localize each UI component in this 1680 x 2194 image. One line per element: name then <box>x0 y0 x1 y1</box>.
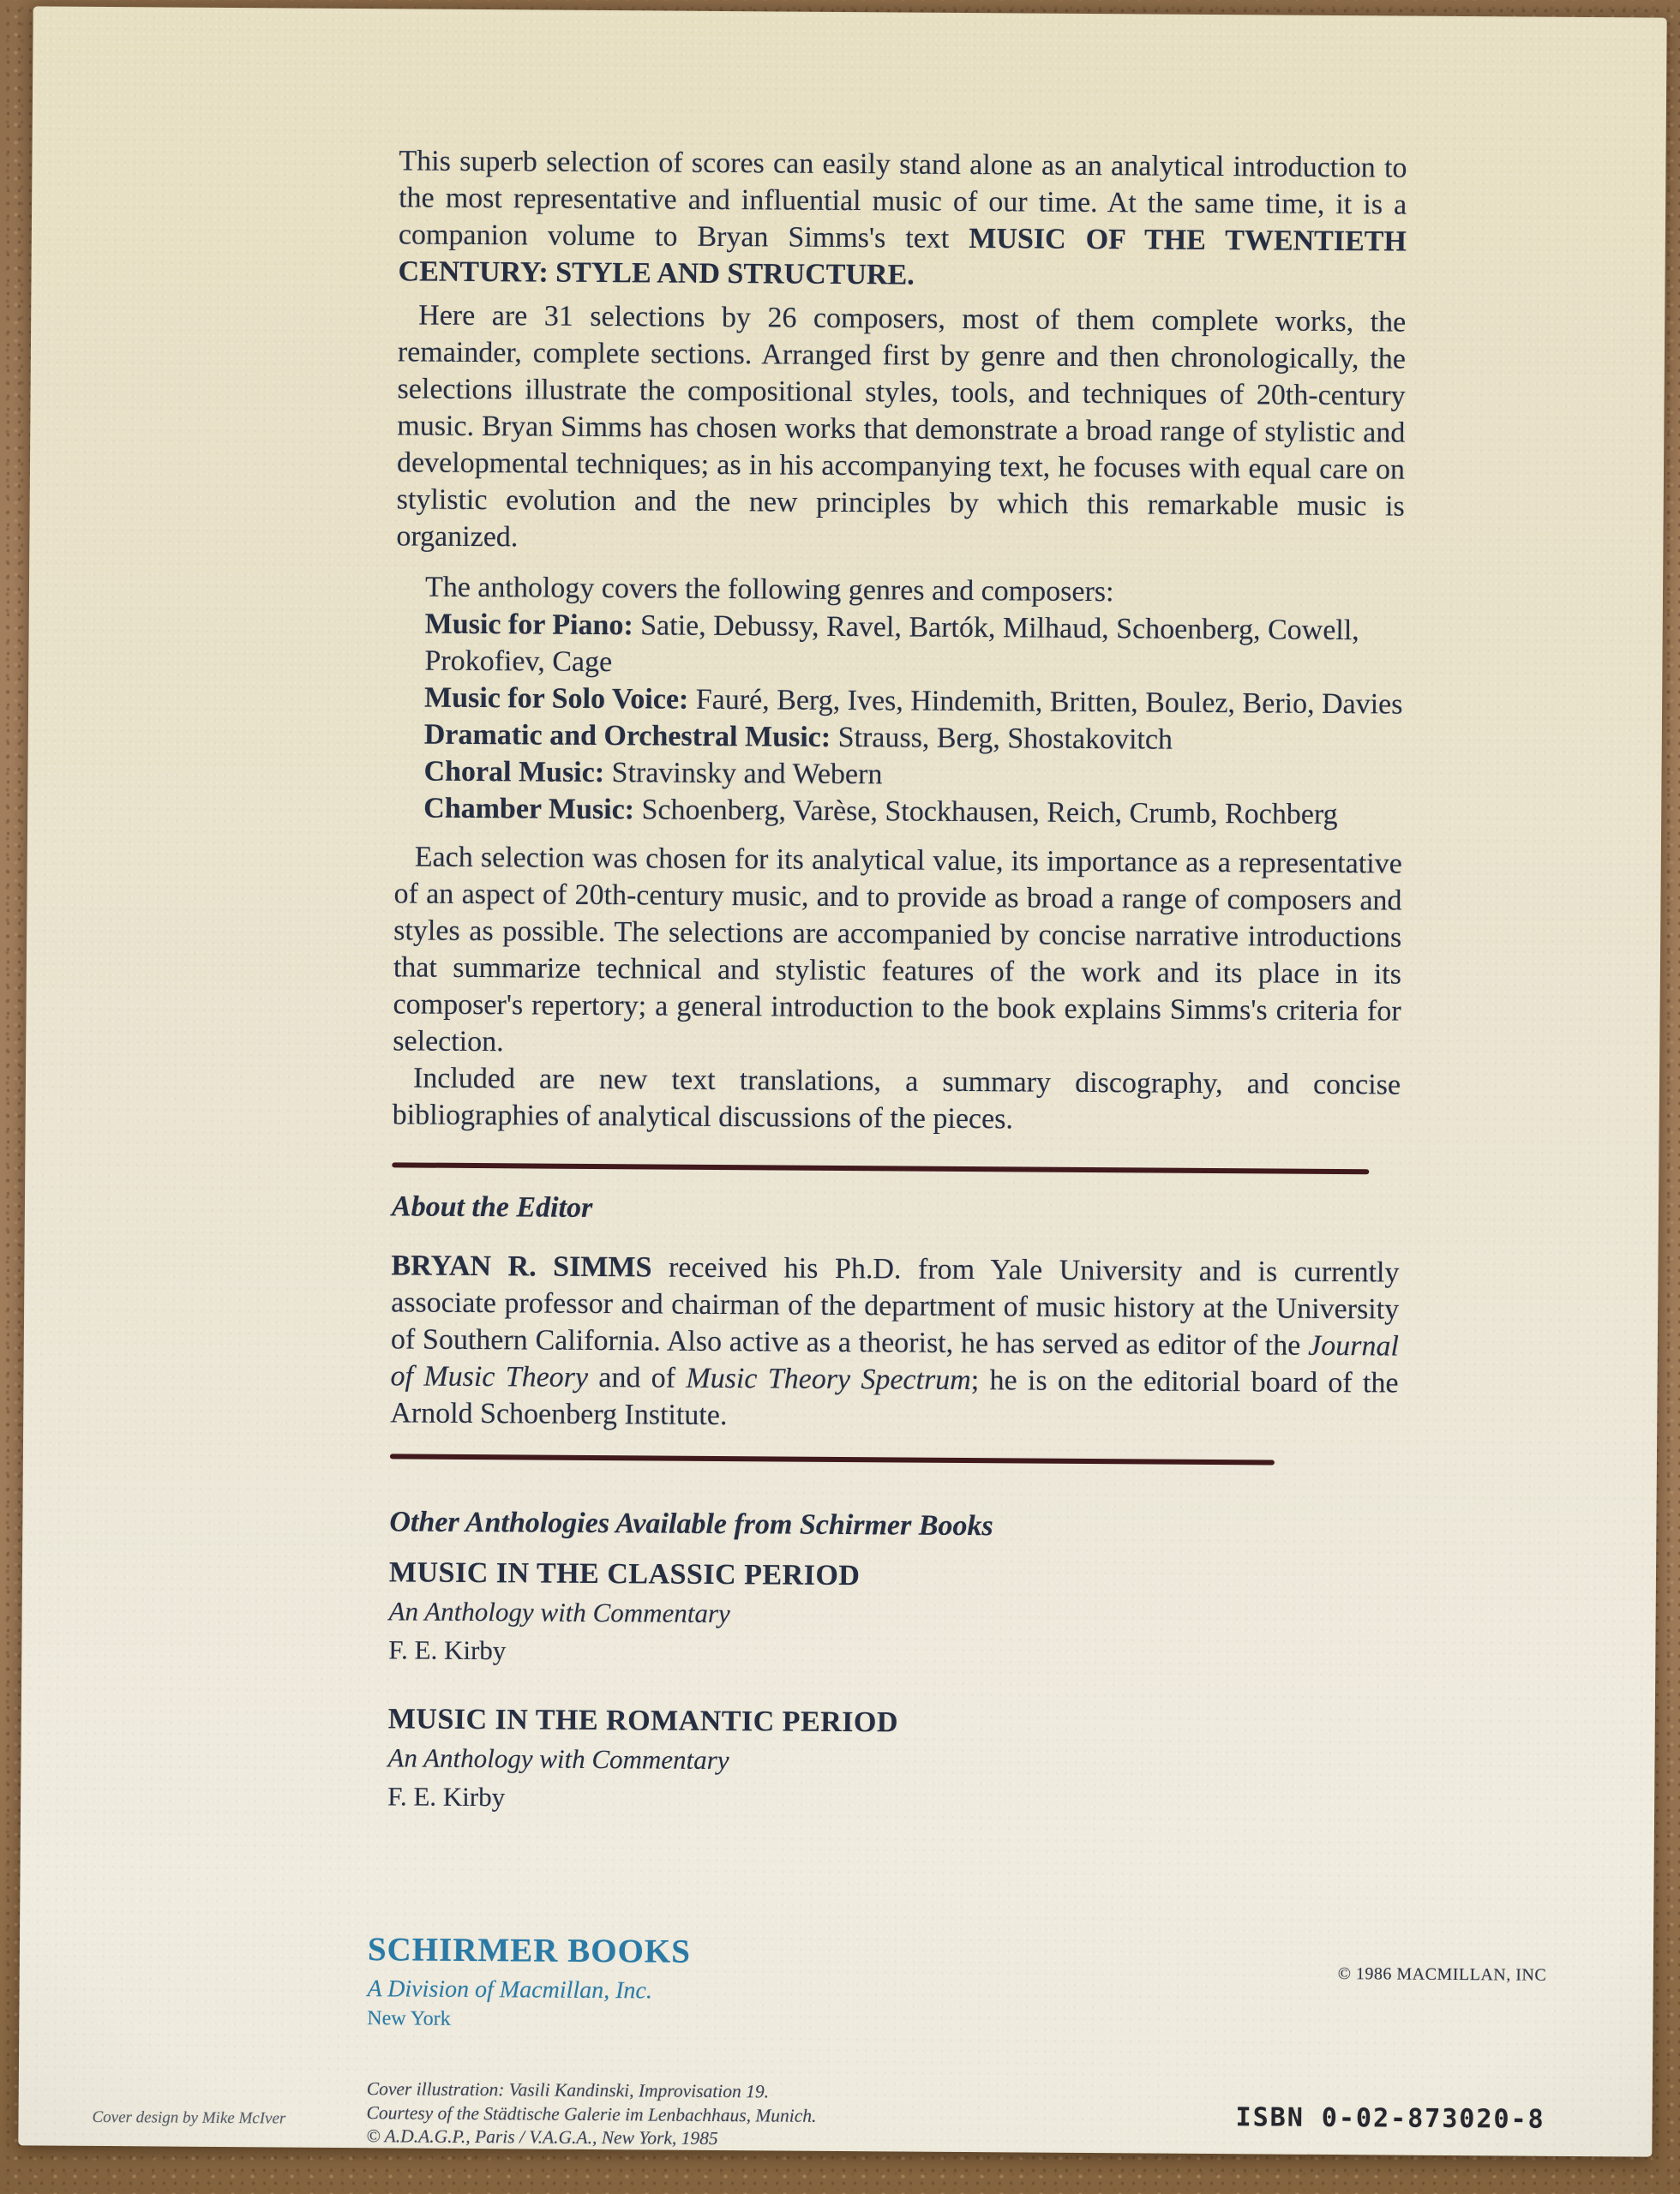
cover-illustration-credits <box>366 2077 816 2151</box>
anthology-listing-romantic <box>387 1700 1396 1821</box>
book-subtitle: An Anthology with Commentary <box>387 1742 729 1776</box>
genre-composer-list <box>423 606 1404 834</box>
genre-item-dramatic-orchestral: Dramatic and Orchestral Music: Strauss, Berg, Shostakovitch <box>423 718 1173 756</box>
genre-item-chamber: Chamber Music: Schoenberg, Varèse, Stockhausen, Reich, Crumb, Rochberg <box>423 792 1338 831</box>
anthology-listing-classic <box>388 1554 1397 1675</box>
publisher-name: SCHIRMER BOOKS <box>367 1931 692 1970</box>
book-author: F. E. Kirby <box>387 1781 506 1813</box>
publisher-block <box>367 1930 691 2033</box>
genre-item-choral: Choral Music: Stravinsky and Webern <box>423 755 883 791</box>
book-back-cover <box>18 6 1666 2156</box>
section-divider-rule <box>392 1162 1369 1174</box>
book-subtitle: An Anthology with Commentary <box>388 1596 730 1629</box>
about-the-editor-heading: About the Editor <box>391 1190 593 1224</box>
back-cover-text-column <box>387 142 1407 1821</box>
synopsis-paragraph-4: Included are new text translations, a summary discography, and concise bibliographies of analytical discussions of the pieces. <box>392 1062 1401 1136</box>
genre-item-piano: Music for Piano: Satie, Debussy, Ravel, Bartók, Milhaud, Schoenberg, Cowell, Prokofiev, Cage <box>424 608 1359 679</box>
isbn-number: ISBN 0-02-873020-8 <box>1235 2102 1545 2135</box>
synopsis-paragraph-1: This superb selection of scores can easily stand alone as an analytical introduction to the most representative and influential music of our time. At the same time, it is a companion volume to Bryan Simms's text MUSIC OF THE TWENTIETH CENTURY: STYLE AND STRUCTURE. <box>398 145 1407 291</box>
section-divider-rule <box>390 1454 1275 1465</box>
editor-bio-paragraph: BRYAN R. SIMMS received his Ph.D. from Yale University and is currently associate professor and chairman of the department of music history at the University of Southern California. Also active as a theorist, he has served as editor of the Journal of Music Theory and of Music Theory Spectrum; he is on the editorial board of the Arnold Schoenberg Institute. <box>390 1250 1400 1432</box>
book-title: MUSIC IN THE ROMANTIC PERIOD <box>387 1703 899 1739</box>
illustration-credit-line: Courtesy of the Städtische Galerie im Lenbachhaus, Munich. <box>366 2101 817 2126</box>
other-anthologies-heading: Other Anthologies Available from Schirmer Books <box>389 1506 993 1543</box>
book-title: MUSIC IN THE CLASSIC PERIOD <box>388 1556 861 1592</box>
book-author: F. E. Kirby <box>388 1634 507 1666</box>
genre-item-solo-voice: Music for Solo Voice: Fauré, Berg, Ives, Hindemith, Britten, Boulez, Berio, Davies <box>423 681 1403 721</box>
publisher-city: New York <box>367 2007 451 2030</box>
synopsis-paragraph-3: Each selection was chosen for its analytical value, its importance as a representative of an aspect of 20th-century music, and to provide as broad a range of composers and styles as possible. The selections are accompanied by concise narrative introductions that summarize technical and stylistic features of the work and its place in its composer's repertory; a general introduction to the book explains Simms's criteria for selection. <box>393 841 1402 1058</box>
publisher-division: A Division of Macmillan, Inc. <box>367 1975 653 2005</box>
cover-design-credit: Cover design by Mike McIver <box>92 2107 286 2128</box>
illustration-credit-line: © A.D.A.G.P., Paris / V.A.G.A., New York, 1985 <box>366 2125 718 2149</box>
genres-intro-line: The anthology covers the following genres and composers: <box>424 571 1114 608</box>
macmillan-copyright: © 1986 MACMILLAN, INC <box>1337 1964 1547 1985</box>
illustration-credit-line: Cover illustration: Vasili Kandinski, Improvisation 19. <box>366 2078 770 2102</box>
synopsis-paragraph-2: Here are 31 selections by 26 composers, most of them complete works, the remainder, complete sections. Arranged first by genre and then chronologically, the selections illustrate the compositional styles, tools, and techniques of 20th-century music. Bryan Simms has chosen works that demonstrate a broad range of stylistic and developmental techniques; as in his accompanying text, he focuses with equal care on stylistic evolution and the new principles by which this remarkable music is organized. <box>396 299 1407 554</box>
